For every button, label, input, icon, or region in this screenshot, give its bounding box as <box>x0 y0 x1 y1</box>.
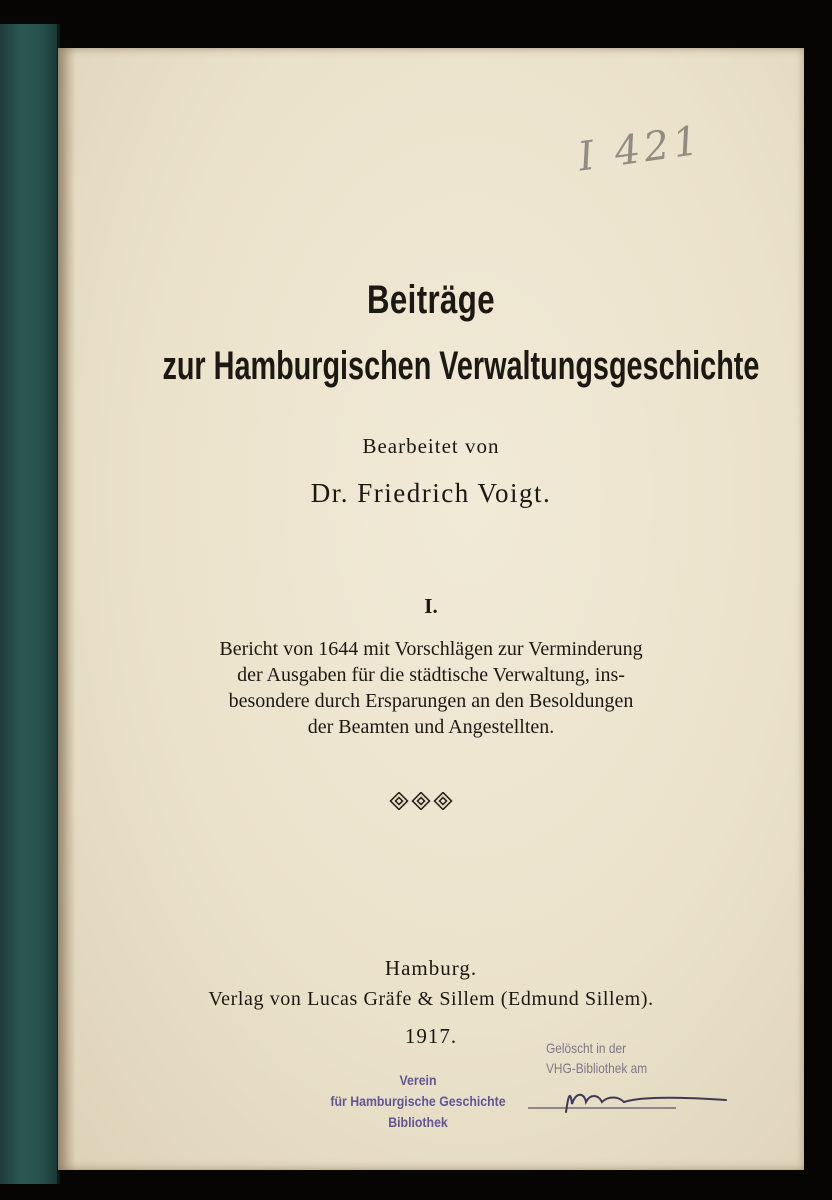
deletion-stamp <box>546 1038 674 1078</box>
publication-year: 1917. <box>404 1024 458 1048</box>
description-line: Bericht von 1644 mit Vorschlägen zur Verminderung <box>219 638 643 660</box>
ornament-icon <box>388 792 454 810</box>
publication-place: Hamburg. <box>384 956 478 980</box>
description-line: der Beamten und Angestellten. <box>307 716 555 738</box>
title-line-1: Beiträge <box>367 278 495 322</box>
book-cover-edge <box>0 24 60 1184</box>
volume-number: I. <box>424 594 438 618</box>
title-page <box>58 48 804 1170</box>
stamp-line: Gelöscht in der <box>546 1040 627 1056</box>
volume-description <box>58 636 804 740</box>
publisher: Verlag von Lucas Gräfe & Sillem (Edmund Sillem). <box>208 988 654 1010</box>
signature-icon <box>526 1078 746 1118</box>
author-name: Dr. Friedrich Voigt. <box>310 478 552 508</box>
handwritten-shelfmark: I 421 <box>575 117 706 181</box>
description-line: besondere durch Ersparungen an den Besoldungen <box>228 690 634 712</box>
stamp-line: VHG-Bibliothek am <box>546 1060 648 1076</box>
library-stamp <box>330 1070 506 1133</box>
stamp-line: für Hamburgische Geschichte <box>330 1093 506 1109</box>
stamp-line: Verein <box>399 1072 437 1088</box>
editor-label: Bearbeitet von <box>362 434 500 458</box>
description-line: der Ausgaben für die städtische Verwaltung, ins- <box>237 664 625 686</box>
title-line-2: zur Hamburgischen Verwaltungsgeschichte <box>162 344 760 388</box>
stamp-line: Bibliothek <box>388 1114 448 1130</box>
